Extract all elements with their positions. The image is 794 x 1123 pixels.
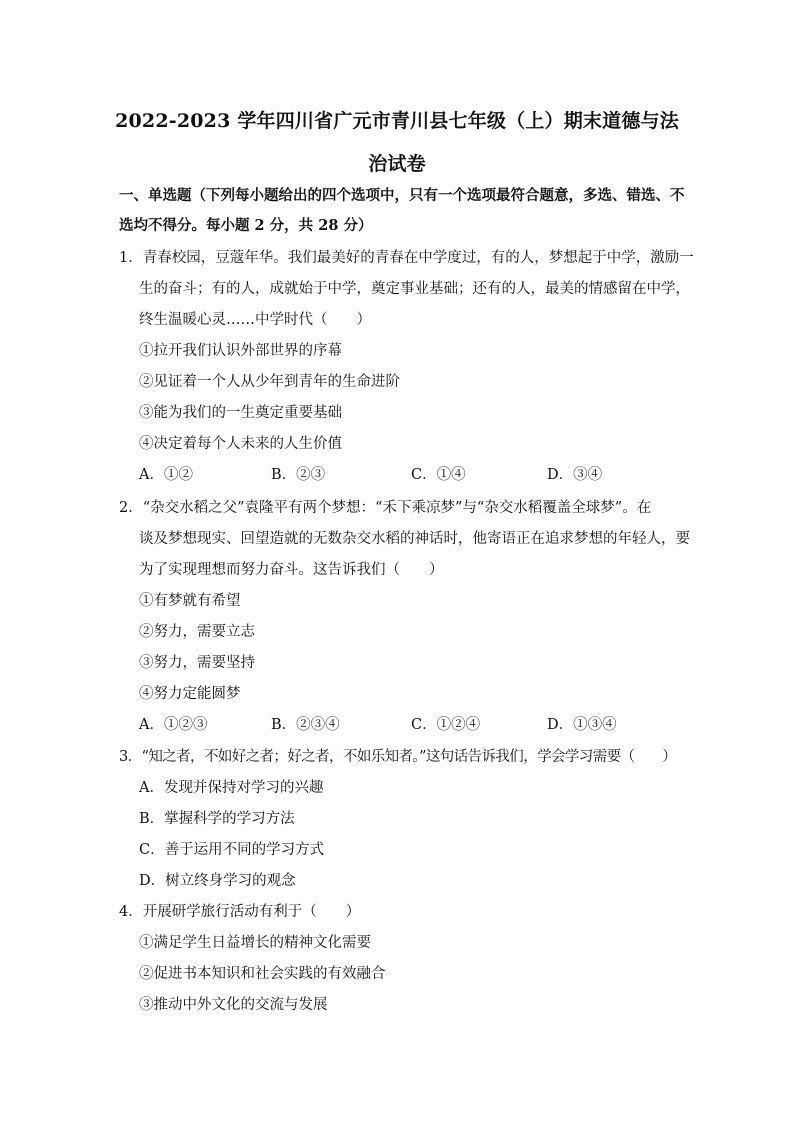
q3-choice-b[interactable]: B．掌握科学的学习方法 xyxy=(139,811,295,827)
q2-statement-1: ①有梦就有希望 xyxy=(139,593,241,609)
q2-option-a[interactable]: A．①②③ xyxy=(139,717,208,733)
q2-statement-3: ③努力，需要坚持 xyxy=(139,655,255,671)
q1-statement-3: ③能为我们的一生奠定重要基础 xyxy=(139,405,342,421)
q2-stem-line3: 为了实现理想而努力奋斗。这告诉我们（ ） xyxy=(139,562,444,578)
section-heading-line1: 一、单选题（下列每小题给出的四个选项中，只有一个选项最符合题意，多选、错选、不 xyxy=(119,187,685,204)
q1-option-b[interactable]: B．②③ xyxy=(271,467,326,483)
q2-stem-line2: 谈及梦想现实、回望造就的无数杂交水稻的神话时，他寄语正在追求梦想的年轻人，要 xyxy=(139,531,690,547)
q4-statement-3: ③推动中外文化的交流与发展 xyxy=(139,997,328,1013)
exam-title-line2: 治试卷 xyxy=(368,153,426,175)
q3-choice-d[interactable]: D．树立终身学习的观念 xyxy=(139,873,296,889)
q1-stem-line1: 1．青春校园，豆蔻年华。我们最美好的青春在中学度过，有的人，梦想起于中学，激励一 xyxy=(119,250,694,266)
q1-stem-line2: 生的奋斗；有的人，成就始于中学，奠定事业基础；还有的人，最美的情感留在中学， xyxy=(139,281,690,297)
q3-choice-a[interactable]: A．发现并保持对学习的兴趣 xyxy=(139,780,324,796)
q2-option-b[interactable]: B．②③④ xyxy=(271,717,340,733)
q2-statement-4: ④努力定能圆梦 xyxy=(139,686,241,702)
q2-statement-2: ②努力，需要立志 xyxy=(139,624,255,640)
section-heading-line2: 选均不得分。每小题 2 分，共 28 分） xyxy=(119,217,373,234)
q1-stem-line3: 终生温暖心灵……中学时代（ ） xyxy=(139,312,371,328)
q2-option-d[interactable]: D．①③④ xyxy=(547,717,617,733)
q1-statement-1: ①拉开我们认识外部世界的序幕 xyxy=(139,343,342,359)
q1-option-a[interactable]: A．①② xyxy=(139,467,193,483)
q3-choice-c[interactable]: C．善于运用不同的学习方式 xyxy=(139,842,325,858)
q2-stem-line1: 2．“杂交水稻之父”袁隆平有两个梦想：“禾下乘凉梦”与“杂交水稻覆盖全球梦”。在 xyxy=(119,500,652,516)
exam-title-line1: 2022-2023 学年四川省广元市青川县七年级（上）期末道德与法 xyxy=(115,110,679,132)
q1-options xyxy=(139,465,679,485)
q2-option-c[interactable]: C．①②④ xyxy=(411,717,481,733)
q3-stem-line1: 3．“知之者，不如好之者；好之者，不如乐知者。”这句话告诉我们，学会学习需要（ ） xyxy=(119,749,677,765)
q4-statement-2: ②促进书本知识和社会实践的有效融合 xyxy=(139,966,386,982)
q4-stem-line1: 4．开展研学旅行活动有利于（ ） xyxy=(119,904,361,920)
q1-option-c[interactable]: C．①④ xyxy=(411,467,466,483)
q1-statement-4: ④决定着每个人未来的人生价值 xyxy=(139,436,342,452)
q2-options xyxy=(139,715,679,735)
q4-statement-1: ①满足学生日益增长的精神文化需要 xyxy=(139,935,371,951)
q1-option-d[interactable]: D．③④ xyxy=(547,467,603,483)
q1-statement-2: ②见证着一个人从少年到青年的生命进阶 xyxy=(139,374,400,390)
